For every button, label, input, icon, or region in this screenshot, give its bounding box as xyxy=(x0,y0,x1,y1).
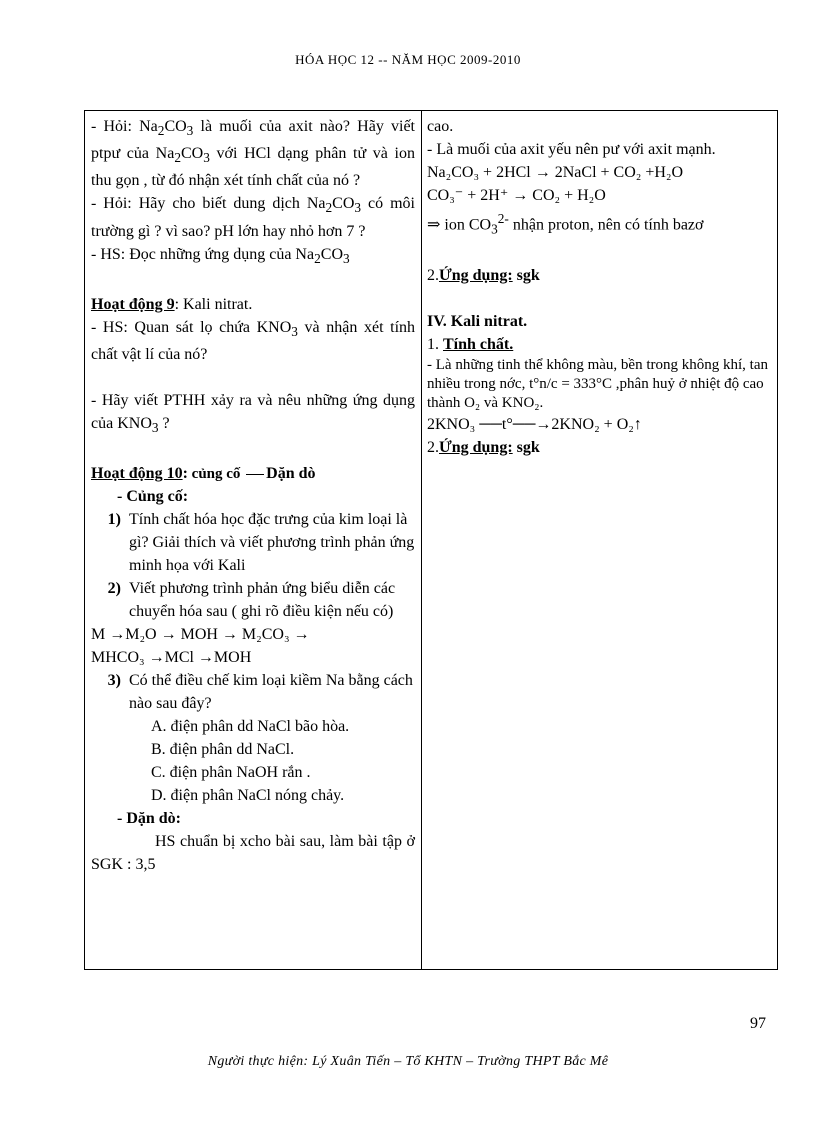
equation-ionic: CO₃⁻ + 2H⁺ → CO₂ + H₂O xyxy=(427,187,606,204)
section-iv-heading: IV. Kali nitrat. xyxy=(427,312,528,330)
kno3-properties-text: - Là những tinh thể không màu, bền trong không khí, tan nhiều trong nớc, t°n/c = 333°C ,phân huỷ ở nhiệt độ cao thành O₂ và KNO₂. xyxy=(427,356,768,411)
base-property-note: ⇒ ion $CO_3^{2-}$ nhận proton, nên có tính bazơ xyxy=(427,211,704,237)
activity-10-heading: Hoạt động 10: củng cố Dặn dò xyxy=(91,465,316,483)
reaction-chain-line-1: M →M₂O → MOH → M₂CO₃ → xyxy=(91,626,310,644)
option-d: D. điện phân NaCl nóng chảy. xyxy=(151,787,345,805)
weak-acid-salt-note: - Là muối của axit yếu nên pư với axit mạnh. xyxy=(427,141,716,158)
option-a: A. điện phân dd NaCl bão hòa. xyxy=(151,718,350,736)
page-header: HÓA HỌC 12 -- NĂM HỌC 2009-2010 xyxy=(295,52,521,67)
option-c: C. điện phân NaOH rắn . xyxy=(151,764,311,782)
option-b: B. điện phân dd NaCl. xyxy=(151,741,295,759)
column-divider xyxy=(421,111,422,969)
activity-9-heading: Hoạt động 9: Kali nitrat. xyxy=(91,295,253,313)
equation-molecular: Na₂CO₃ + 2HCl → 2NaCl + CO₂ +H₂O xyxy=(427,164,684,181)
content-column xyxy=(427,115,773,459)
homework-text: HS chuẩn bị xcho bài sau, làm bài tập ở SGK : 3,5 xyxy=(91,833,415,874)
activity-9-question-2: - Hãy viết PTHH xảy ra và nêu những ứng dụng của $KNO_3$ ? xyxy=(91,391,415,436)
applications-na2co3: 2.Ứng dụng: sgk xyxy=(427,266,540,284)
equation-kno3-decomposition: 2KNO₃ ──t°──→2KNO₂ + O₂↑ xyxy=(427,415,642,433)
continued-text: cao. xyxy=(427,118,454,135)
consolidation-label: - Củng cố: xyxy=(117,488,189,506)
applications-kno3: 2.Ứng dụng: sgk xyxy=(427,438,540,456)
teacher-student-column xyxy=(91,115,415,876)
question-na2co3-acid: - Hỏi: $Na_2CO_3$ là muối của axit nào? Hãy viết ptpư của $Na_2CO_3$ với HCl dạng phân tử và ion thu gọn , từ đó nhận xét tính chất của nó ? xyxy=(91,118,415,190)
question-na2co3-ph: - Hỏi: Hãy cho biết dung dịch $Na_2CO_3$ có môi trường gì ? vì sao? pH lớn hay nhỏ hơn 7 ? xyxy=(91,195,415,240)
page-number: 97 xyxy=(750,1015,766,1032)
page-footer: Người thực hiện: Lý Xuân Tiến – Tổ KHTN – Trường THPT Bắc Mê xyxy=(207,1054,609,1069)
lesson-table xyxy=(84,110,778,970)
exercise-3: 3) Có thể điều chế kim loại kiềm Na bằng cách nào sau đây? xyxy=(107,672,413,713)
properties-heading: 1. Tính chất. xyxy=(427,335,514,353)
exercise-1: 1) Tính chất hóa học đặc trưng của kim loại là gì? Giải thích và viết phương trình phản ứng minh họa với Kali xyxy=(107,511,415,575)
exercise-2: 2) Viết phương trình phản ứng biểu diễn các chuyển hóa sau ( ghi rõ điều kiện nếu có) xyxy=(107,580,396,621)
activity-9-question-1: - HS: Quan sát lọ chứa $KNO_3$ và nhận xét tính chất vật lí của nó? xyxy=(91,318,416,363)
homework-label: - Dặn dò: xyxy=(117,810,182,828)
student-read-applications: - HS: Đọc những ứng dụng của $Na_2CO_3$ xyxy=(91,245,350,266)
reaction-chain-line-2: MHCO₃ →MCl →MOH xyxy=(91,649,252,667)
